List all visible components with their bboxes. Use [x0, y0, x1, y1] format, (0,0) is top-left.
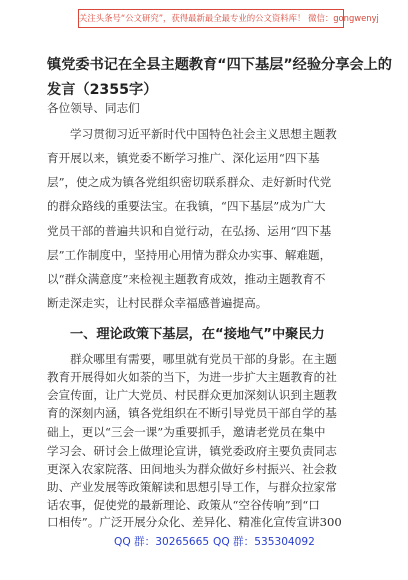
- footer-qq-group-2: QQ 群：535304092: [213, 536, 315, 548]
- footer-qq-group-1: QQ 群：30265665: [114, 536, 210, 548]
- paragraph-line: 的群众路线的重要法宝。在我镇，“四下基层”成为广大: [47, 199, 326, 213]
- paragraph-line: 党员干部的普遍共识和自觉行动，在弘扬、运用“四下基: [47, 224, 332, 238]
- paragraph-line: 础上，更以“三会一课”为重要抓手，邀请老党员在集中: [47, 425, 326, 439]
- paragraph-line: 学习贯彻习近平新时代中国特色社会主义思想主题教: [70, 127, 337, 141]
- paragraph-line: 断走深走实，让村民群众幸福感普遍提高。: [47, 296, 268, 310]
- paragraph-line: 育的深刻内涵，镇各党组织在不断引导党员干部自学的基: [47, 406, 337, 420]
- salutation: 各位领导、同志们: [47, 101, 140, 115]
- paragraph-line: 口相传”。广泛开展分众化、差异化、精准化宣传宣讲300: [47, 515, 342, 529]
- document-title-line-1: 镇党委书记在全县主题教育“四下基层”经验分享会上的: [47, 57, 392, 73]
- paragraph-line: 教育开展得如火如荼的当下，为进一步扩大主题教育的社: [47, 370, 337, 384]
- paragraph-line: 更深入农家院落、田间地头为群众做好乡村振兴、社会救: [47, 462, 337, 476]
- header-banner: 关注头条号“公文研究”，获得最新最全最专业的公文资料库！ 微信：gongwenyj: [78, 9, 344, 28]
- paragraph-line: 话农事，促使党的最新理论、政策从“空谷传响”到“口: [47, 498, 320, 512]
- paragraph-line: 学习会、研讨会上做理论宣讲，镇党委政府主要负责同志: [47, 444, 337, 458]
- paragraph-line: 育开展以来，镇党委不断学习推广、深化运用“四下基: [47, 151, 320, 165]
- section-heading: 一、理论政策下基层，在“接地气”中聚民力: [70, 327, 325, 342]
- paragraph-line: 层”工作制度中，坚持用心用情为群众办实事、解难题，: [47, 248, 332, 262]
- paragraph-line: 会宣传面，让广大党员、村民群众更加深刻认识到主题教: [47, 388, 337, 402]
- paragraph-line: 以“群众满意度”来检视主题教育成效，推动主题教育不: [47, 272, 326, 286]
- paragraph-line: 层”，使之成为镇各党组织密切联系群众、走好新时代党: [47, 175, 332, 189]
- paragraph-line: 群众哪里有需要，哪里就有党员干部的身影。在主题: [70, 352, 337, 366]
- document-title-line-2: 发言（2355字）: [47, 82, 158, 98]
- paragraph-line: 助、产业发展等政策解读和思想引导工作，与群众拉家常: [47, 480, 337, 494]
